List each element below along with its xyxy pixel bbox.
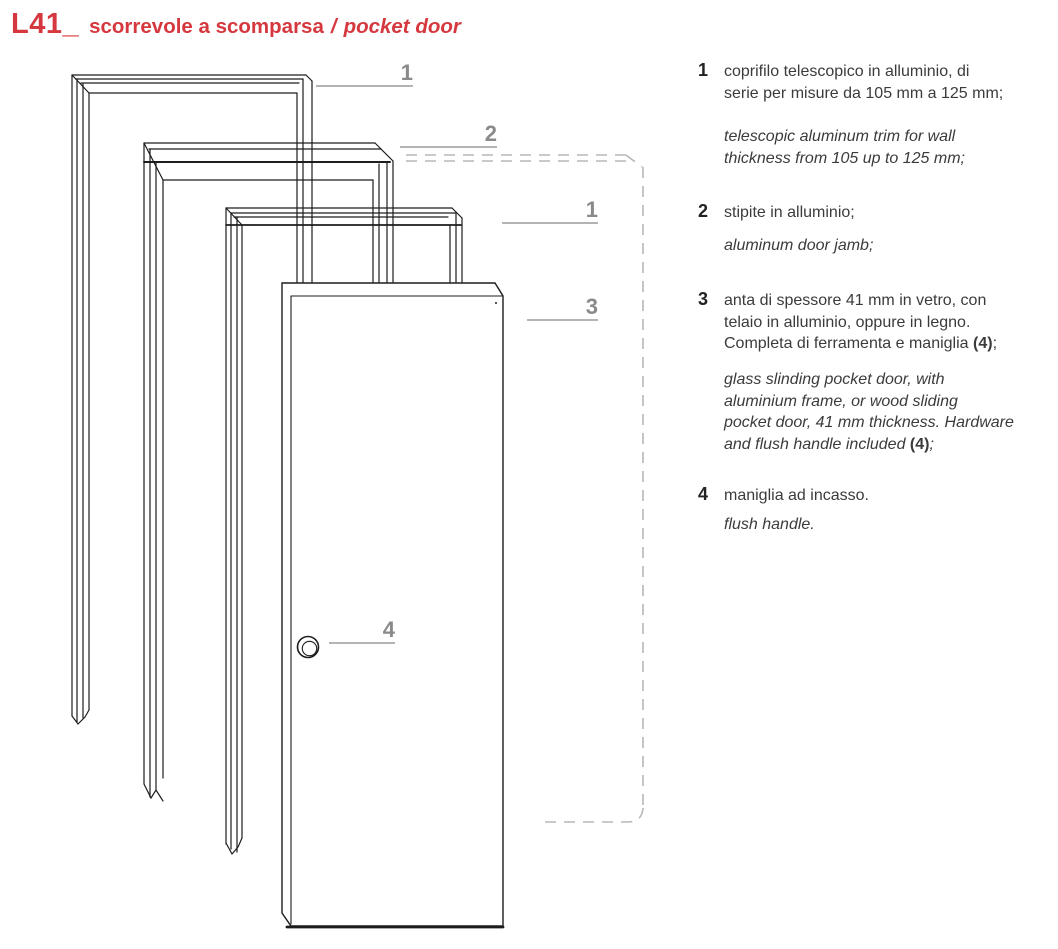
legend-line: glass slinding pocket door, with [724,371,945,388]
product-code: L41_ [11,8,80,40]
legend-item-3-it [698,290,1054,355]
door-panel [282,283,503,927]
legend-line: serie per misure da 105 mm a 125 mm; [724,84,1004,102]
legend-line: pocket door, 41 mm thickness. Hardware [724,414,1014,431]
legend-line: and flush handle included (4); [724,435,934,453]
legend-line: aluminium frame, or wood sliding [724,392,958,410]
title-separator: / [330,15,337,38]
legend-item-2-it [698,202,1054,224]
callout-4-handle: 4 [382,617,395,642]
legend-item-1-it [698,61,1054,104]
legend-number-4: 4 [698,484,709,504]
legend-item-3-en [698,369,1054,455]
callout-3-door: 3 [585,294,598,319]
legend-item-1-en [698,126,1054,169]
legend-item-4-it [698,485,1054,507]
frame-telescopic-trim-back [72,75,312,724]
legend-number-3: 3 [698,289,709,309]
callout-2-jamb: 2 [484,121,497,146]
legend [698,0,1054,949]
legend-line: thickness from 105 up to 125 mm; [724,149,965,167]
legend-line: stipite in alluminio; [724,204,855,221]
title-english: pocket door [343,15,461,38]
legend-line: telescopic aluminum trim for wall [724,128,956,145]
legend-line: aluminum door jamb; [724,237,874,254]
legend-line: flush handle. [724,516,815,533]
title-italian: scorrevole a scomparsa [89,15,324,38]
legend-line: Completa di ferramenta e maniglia (4); [724,335,998,352]
legend-number-2: 2 [698,201,709,221]
callout-1-trim-b: 1 [585,197,598,222]
legend-number-1: 1 [698,60,709,80]
legend-line: maniglia ad incasso. [724,487,869,504]
callout-1-trim: 1 [400,60,413,85]
legend-line: coprifilo telescopico in alluminio, di [724,63,970,80]
legend-item-4-en [698,514,1054,536]
legend-line: telaio in alluminio, oppure in legno. [724,313,971,331]
legend-item-2-en [698,235,1054,257]
print-dot [495,302,497,304]
legend-line: anta di spessore 41 mm in vetro, con [724,292,987,309]
